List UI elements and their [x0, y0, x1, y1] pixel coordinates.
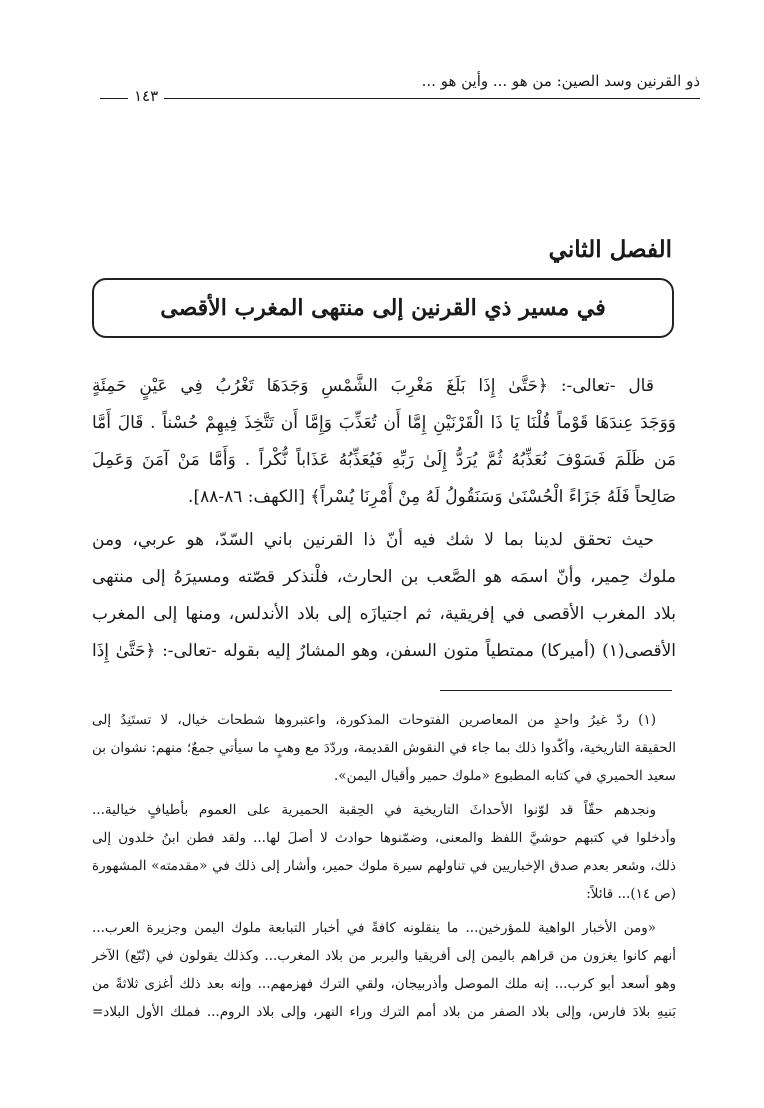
- running-header: [100, 64, 700, 104]
- text-line: الأقصى(١) (أميركا) ممتطياً متون السفن، وهو المشارُ إليه بقوله -تعالى-: ﴿حَتَّىٰ إِذَا: [92, 641, 676, 661]
- text-line: ملوك حِمير، وأنّ اسمَه هو الصَّعب بن الحارث، فلْنذكر قصّته ومسيرَهُ إلى منتهى: [92, 567, 676, 587]
- footnote-line: ونجدهم حقّاً قد لوّنوا الأحداثَ التاريخية في الحِقبة الحميرية على العموم بأطيافٍ خيالية...: [92, 802, 656, 818]
- chapter-title: في مسير ذي القرنين إلى منتهى المغرب الأقصى: [160, 295, 606, 321]
- quran-paragraph: [92, 368, 676, 516]
- footnote-line: وأدخلوا في كتبهم حوشيَّ اللفظ والمعنى، وضمّنوها حوادث لا أصلَ لها... ولقد فطن ابنُ خلدون إلى: [92, 830, 676, 846]
- text-line: قال -تعالى-: ﴿حَتَّىٰ إِذَا بَلَغَ مَغْرِبَ الشَّمْسِ وَجَدَهَا تَغْرُبُ فِي عَيْنٍ حَمِئَةٍ: [92, 376, 654, 396]
- footnote-line: وهو أسعد أبو كرب... إنه ملك الموصل وأذربيجان، ولقي الترك فهزمهم... وإنه بعد ذلك أغزى ثلاثةً من: [92, 976, 676, 992]
- running-title: ذو القرنين وسد الصين: من هو ... وأين هو ...: [421, 72, 700, 90]
- page-number: ١٤٣: [128, 87, 164, 105]
- body-paragraph: [92, 522, 676, 670]
- footnote-line: بَنيهِ بلادَ فارس، وإلى بلاد الصفر من بلاد أمم الترك وراء النهر، وإلى بلاد الروم... فملك الأول البلاد=: [92, 1004, 676, 1020]
- footnote-line: (١) ردّ غيرُ واحدٍ من المعاصرين الفتوحات المذكورة، واعتبروها شطحات خيال، لا تستَنِدُ إلى: [92, 712, 656, 728]
- footnote-line: الحقيقة التاريخية، وأكّدوا ذلك بما جاء في النقوش القديمة، وردّدَ مع وهبٍ ما سيأتي جمعٌ؛ منهم: نشوان بن: [92, 740, 676, 756]
- text-line: مَن ظَلَمَ فَسَوْفَ نُعَذِّبُهُ ثُمَّ يُرَدُّ إِلَىٰ رَبِّهِ فَيُعَذِّبُهُ عَذَاباً نُّكْراً . وَأَمَّا مَنْ آمَنَ وَعَمِلَ: [92, 450, 676, 470]
- footnote-line: «ومن الأخبار الواهية للمؤرخين... ما ينقلونه كافةً في أخبار التبابعة ملوك اليمن وجزيرة العرب...: [92, 920, 656, 936]
- text-line: بلاد المغرب الأقصى في إفريقية، ثم اجتيازَه إلى بلاد الأندلس، ومنها إلى المغرب: [92, 604, 676, 624]
- text-line: صَالِحاً فَلَهُ جَزَاءً الْحُسْنَىٰ وَسَنَقُولُ لَهُ مِنْ أَمْرِنَا يُسْراً﴾ [الكهف: ٨٦-٨٨].: [188, 487, 676, 507]
- footnote-separator: [440, 690, 672, 691]
- footnote-1-continuation: [92, 796, 676, 908]
- text-line: حيث تحقق لدينا بما لا شك فيه أنّ ذا القرنين باني السّدّ، هو عربي، ومن: [92, 530, 654, 550]
- footnote-1: [92, 706, 676, 790]
- footnote-quotation: [92, 914, 676, 1026]
- chapter-label: الفصل الثاني: [548, 236, 672, 263]
- header-rule: [100, 98, 700, 99]
- text-line: وَوَجَدَ عِندَهَا قَوْماً قُلْنَا يَا ذَا الْقَرْنَيْنِ إِمَّا أَن تُعَذِّبَ وَإِمَّا أَن تَتَّخِذَ فِيهِمْ حُسْناً . قَالَ أَمَّا: [92, 413, 676, 433]
- chapter-title-box: [92, 278, 674, 338]
- body-text: [92, 368, 676, 670]
- footnote-line: سعيد الحميري في كتابه المطبوع «ملوك حمير وأقيال اليمن».: [334, 768, 676, 784]
- footnote-line: أنهم كانوا يغزون من قراهم باليمن إلى أفريقيا والبربر من بلاد المغرب... وكذلك يقولون في (تُبّع) الآخر: [92, 948, 676, 964]
- footnote-line: ذلك، وشعر بعدم صدق الإخباريين في تناولهم سيرة ملوك حمير، وأشار إلى ذلك في «مقدمته» المشهورة: [92, 858, 676, 874]
- footnote-line: (ص ١٤)... قائلاً:: [586, 886, 676, 902]
- footnotes: [92, 706, 676, 1032]
